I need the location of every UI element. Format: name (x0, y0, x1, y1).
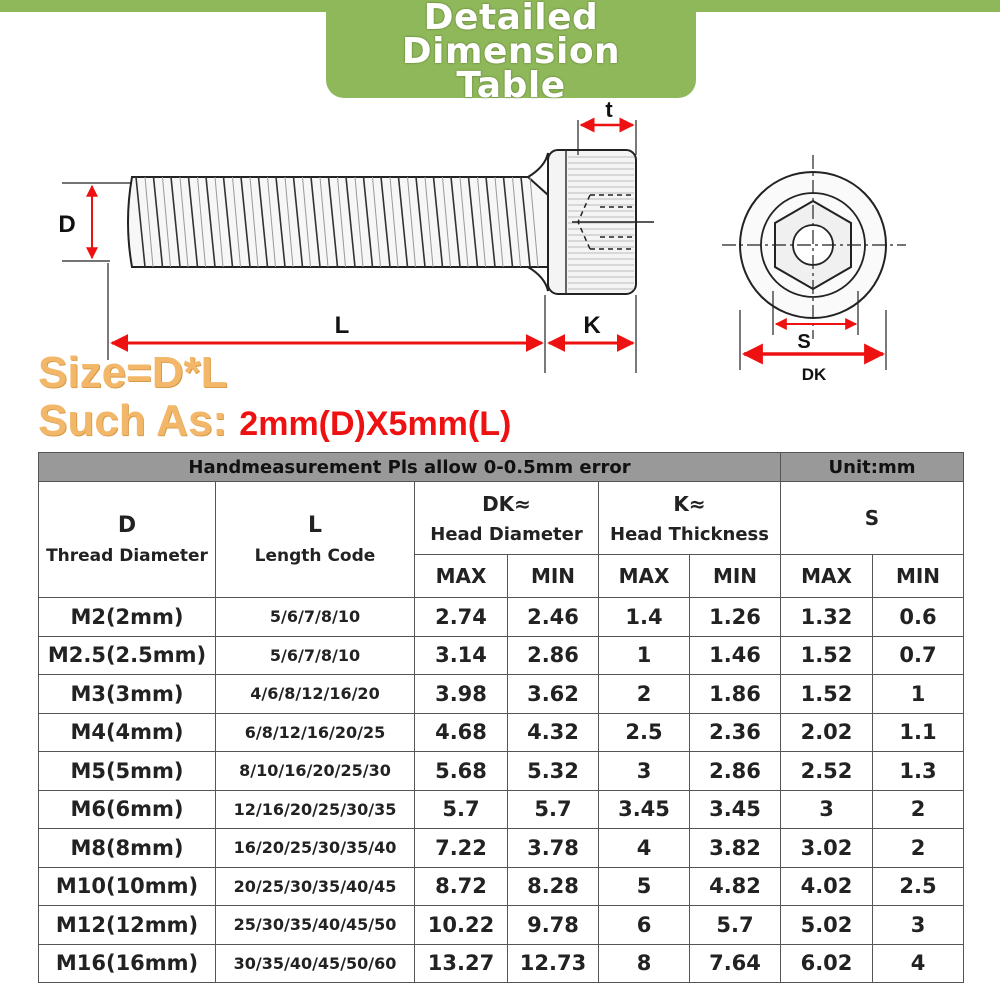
screw-side-view (128, 150, 654, 294)
cell-dk-max: 5.7 (415, 790, 508, 829)
cell-dk-max: 8.72 (415, 867, 508, 906)
cell-s-max: 1.52 (781, 675, 873, 714)
screw-technical-drawing (0, 95, 1000, 380)
cell-k-max: 4 (599, 829, 690, 868)
cell-s-min: 1.1 (873, 713, 964, 752)
cell-d: M16(16mm) (39, 944, 216, 983)
cell-dk-min: 2.46 (508, 598, 599, 637)
table-row (39, 906, 964, 945)
cell-k-max: 2 (599, 675, 690, 714)
table-row (39, 867, 964, 906)
label-t: t (605, 97, 613, 122)
cell-l: 6/8/12/16/20/25 (216, 713, 415, 752)
title-line-2: Table (456, 65, 566, 106)
header-k-max: MAX (599, 555, 690, 598)
header-k-min: MIN (690, 555, 781, 598)
cell-s-max: 5.02 (781, 906, 873, 945)
header-k: K≈ Head Thickness (599, 482, 781, 555)
header-s-min: MIN (873, 555, 964, 598)
cell-d: M4(4mm) (39, 713, 216, 752)
size-formula: Size=D*L (38, 348, 228, 397)
header-dk: DK≈ Head Diameter (415, 482, 599, 555)
cell-dk-max: 3.98 (415, 675, 508, 714)
cell-l: 12/16/20/25/30/35 (216, 790, 415, 829)
unit-label: Unit:mm (781, 453, 964, 482)
cell-s-min: 2.5 (873, 867, 964, 906)
table-header-row (39, 482, 964, 555)
cell-s-max: 2.02 (781, 713, 873, 752)
cell-s-max: 2.52 (781, 752, 873, 791)
header-dk-min: MIN (508, 555, 599, 598)
table-row (39, 829, 964, 868)
header-l: L Length Code (216, 482, 415, 598)
cell-dk-max: 7.22 (415, 829, 508, 868)
header-d: D Thread Diameter (39, 482, 216, 598)
cell-s-max: 1.32 (781, 598, 873, 637)
label-s: S (797, 331, 811, 353)
page-title (326, 0, 696, 106)
cell-l: 20/25/30/35/40/45 (216, 867, 415, 906)
cell-s-min: 0.7 (873, 636, 964, 675)
cell-dk-min: 5.7 (508, 790, 599, 829)
cell-s-min: 1.3 (873, 752, 964, 791)
cell-s-min: 2 (873, 829, 964, 868)
cell-d: M3(3mm) (39, 675, 216, 714)
cell-k-max: 3 (599, 752, 690, 791)
cell-s-max: 4.02 (781, 867, 873, 906)
cell-s-max: 3 (781, 790, 873, 829)
title-line-1: Detailed Dimension (401, 0, 621, 72)
cell-dk-max: 4.68 (415, 713, 508, 752)
screw-head-end-view (722, 155, 906, 339)
cell-k-min: 3.82 (690, 829, 781, 868)
cell-d: M6(6mm) (39, 790, 216, 829)
label-k: K (583, 312, 601, 339)
cell-k-min: 1.86 (690, 675, 781, 714)
cell-k-min: 7.64 (690, 944, 781, 983)
cell-l: 30/35/40/45/50/60 (216, 944, 415, 983)
measurement-notice: Handmeasurement Pls allow 0-0.5mm error (39, 453, 781, 482)
cell-s-min: 3 (873, 906, 964, 945)
cell-l: 5/6/7/8/10 (216, 636, 415, 675)
table-row (39, 675, 964, 714)
header-s-max: MAX (781, 555, 873, 598)
cell-l: 16/20/25/30/35/40 (216, 829, 415, 868)
size-example-prefix: Such As: (38, 396, 240, 445)
cell-d: M2(2mm) (39, 598, 216, 637)
cell-dk-min: 4.32 (508, 713, 599, 752)
table-row (39, 713, 964, 752)
cell-k-min: 2.86 (690, 752, 781, 791)
cell-k-max: 8 (599, 944, 690, 983)
cell-dk-max: 10.22 (415, 906, 508, 945)
cell-s-max: 3.02 (781, 829, 873, 868)
cell-s-min: 4 (873, 944, 964, 983)
table-notice-row (39, 453, 964, 482)
cell-l: 25/30/35/40/45/50 (216, 906, 415, 945)
cell-d: M8(8mm) (39, 829, 216, 868)
cell-l: 8/10/16/20/25/30 (216, 752, 415, 791)
cell-dk-min: 9.78 (508, 906, 599, 945)
cell-d: M5(5mm) (39, 752, 216, 791)
cell-k-max: 2.5 (599, 713, 690, 752)
cell-d: M2.5(2.5mm) (39, 636, 216, 675)
title-banner (326, 0, 696, 106)
dimension-table (38, 452, 964, 983)
size-example (38, 398, 511, 447)
cell-dk-max: 3.14 (415, 636, 508, 675)
label-l: L (334, 312, 350, 339)
cell-s-min: 2 (873, 790, 964, 829)
header-s: S (781, 482, 964, 555)
cell-k-max: 1 (599, 636, 690, 675)
cell-s-max: 6.02 (781, 944, 873, 983)
cell-k-min: 2.36 (690, 713, 781, 752)
cell-dk-min: 2.86 (508, 636, 599, 675)
cell-dk-max: 5.68 (415, 752, 508, 791)
cell-l: 5/6/7/8/10 (216, 598, 415, 637)
table-row (39, 636, 964, 675)
cell-k-min: 3.45 (690, 790, 781, 829)
cell-dk-min: 5.32 (508, 752, 599, 791)
cell-k-max: 5 (599, 867, 690, 906)
cell-s-min: 0.6 (873, 598, 964, 637)
cell-k-max: 3.45 (599, 790, 690, 829)
cell-d: M12(12mm) (39, 906, 216, 945)
header-dk-max: MAX (415, 555, 508, 598)
label-d: D (58, 211, 76, 238)
table-row (39, 598, 964, 637)
cell-dk-max: 2.74 (415, 598, 508, 637)
cell-l: 4/6/8/12/16/20 (216, 675, 415, 714)
cell-k-min: 1.26 (690, 598, 781, 637)
label-dk: DK (801, 365, 827, 380)
cell-dk-min: 3.62 (508, 675, 599, 714)
cell-k-max: 6 (599, 906, 690, 945)
table-row (39, 944, 964, 983)
size-example-value: 2mm(D)X5mm(L) (239, 405, 512, 443)
cell-dk-max: 13.27 (415, 944, 508, 983)
cell-d: M10(10mm) (39, 867, 216, 906)
cell-k-max: 1.4 (599, 598, 690, 637)
cell-dk-min: 12.73 (508, 944, 599, 983)
cell-k-min: 4.82 (690, 867, 781, 906)
table-row (39, 752, 964, 791)
table-body (39, 598, 964, 983)
cell-dk-min: 3.78 (508, 829, 599, 868)
cell-dk-min: 8.28 (508, 867, 599, 906)
cell-k-min: 1.46 (690, 636, 781, 675)
cell-s-min: 1 (873, 675, 964, 714)
table-row (39, 790, 964, 829)
cell-s-max: 1.52 (781, 636, 873, 675)
cell-k-min: 5.7 (690, 906, 781, 945)
